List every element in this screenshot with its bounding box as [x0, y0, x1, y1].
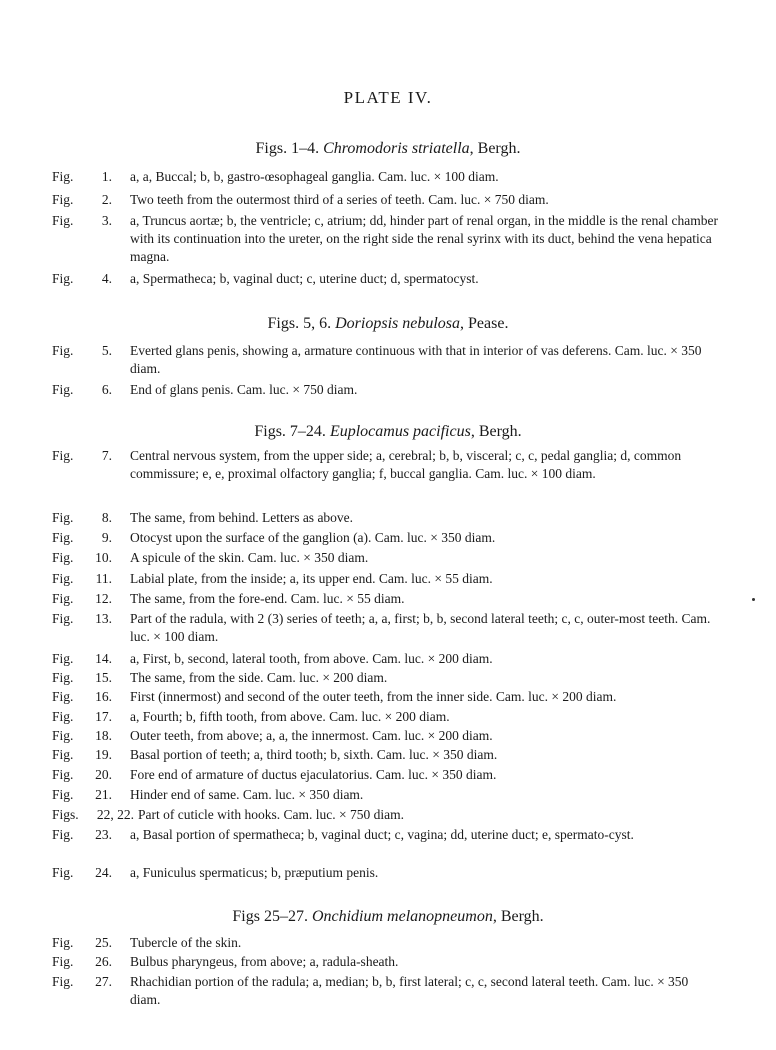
species-author: , Bergh. [470, 423, 522, 440]
fig-number: 21. [95, 787, 112, 802]
figure-entry [52, 864, 722, 882]
figure-entry [52, 727, 722, 745]
figure-entry [52, 549, 722, 567]
fig-label: Fig. [52, 670, 74, 685]
figure-entry [52, 447, 722, 483]
fig-label: Fig. [52, 591, 74, 606]
figure-entry [52, 650, 722, 668]
fig-caption: Fore end of armature of ductus ejaculatorius. Cam. luc. × 350 diam. [130, 767, 497, 782]
fig-number: 1. [101, 169, 112, 184]
fig-label: Fig. [52, 747, 74, 762]
figure-entry [52, 509, 722, 527]
fig-caption: a, Fourth; b, fifth tooth, from above. Cam. luc. × 200 diam. [130, 709, 450, 724]
fig-caption: Everted glans penis, showing a, armature continuous with that in interior of vas deferens. Cam. luc. × 350 diam. [130, 343, 702, 376]
figure-entry [52, 708, 722, 726]
fig-number: 4. [101, 271, 112, 286]
section-label: Figs 25–27. [232, 908, 308, 925]
figure-entry [52, 270, 722, 288]
section-label: Figs. 7–24. [254, 423, 326, 440]
fig-label: Fig. [52, 651, 74, 666]
figure-entry [52, 529, 722, 547]
fig-caption: a, a, Buccal; b, b, gastro-œsophageal ganglia. Cam. luc. × 100 diam. [130, 169, 499, 184]
fig-number: 6. [101, 382, 112, 397]
fig-caption: A spicule of the skin. Cam. luc. × 350 diam. [130, 550, 369, 565]
fig-number: 13. [95, 611, 112, 626]
fig-number: 18. [95, 728, 112, 743]
fig-number: 9. [101, 530, 112, 545]
figure-entry [52, 669, 722, 687]
species-author: , Bergh. [492, 908, 544, 925]
figure-entry [52, 766, 722, 784]
figure-entry [52, 212, 722, 266]
species-name: Doriopsis nebulosa [335, 315, 461, 332]
fig-caption: Part of cuticle with hooks. Cam. luc. × 750 diam. [138, 807, 404, 822]
fig-number: 3. [101, 213, 112, 228]
figure-entry [52, 746, 722, 764]
fig-label: Fig. [52, 343, 74, 358]
fig-label: Fig. [52, 611, 74, 626]
fig-number: 27. [95, 974, 112, 989]
fig-number: 22, 22. [96, 807, 134, 822]
species-name: Onchidium melanopneumon [311, 908, 493, 925]
fig-number: 5. [101, 343, 112, 358]
fig-caption: Two teeth from the outermost third of a series of teeth. Cam. luc. × 750 diam. [130, 192, 549, 207]
fig-caption: Labial plate, from the inside; a, its upper end. Cam. luc. × 55 diam. [130, 571, 493, 586]
fig-number: 20. [95, 767, 112, 782]
fig-caption: Hinder end of same. Cam. luc. × 350 diam. [130, 787, 364, 802]
fig-label: Figs. [52, 807, 79, 822]
fig-number: 11. [95, 571, 112, 586]
fig-label: Fig. [52, 448, 74, 463]
section-label: Figs. 1–4. [255, 140, 320, 157]
fig-label: Fig. [52, 530, 74, 545]
fig-label: Fig. [52, 550, 74, 565]
figure-entry [52, 826, 722, 844]
fig-caption: a, Funiculus spermaticus; b, præputium penis. [130, 865, 379, 880]
section-label: Figs. 5, 6. [267, 315, 332, 332]
fig-caption: Basal portion of teeth; a, third tooth; b, sixth. Cam. luc. × 350 diam. [130, 747, 498, 762]
fig-label: Fig. [52, 954, 74, 969]
fig-number: 16. [95, 689, 112, 704]
fig-label: Fig. [52, 192, 74, 207]
fig-caption: a, First, b, second, lateral tooth, from above. Cam. luc. × 200 diam. [130, 651, 493, 666]
fig-caption: The same, from the side. Cam. luc. × 200 diam. [130, 670, 388, 685]
species-author: , Bergh. [469, 140, 521, 157]
fig-caption: End of glans penis. Cam. luc. × 750 diam. [130, 382, 358, 397]
section-heading [0, 315, 776, 333]
figure-entry [52, 953, 722, 971]
fig-label: Fig. [52, 767, 74, 782]
fig-caption: First (innermost) and second of the outer teeth, from the inner side. Cam. luc. × 200 diam. [130, 689, 617, 704]
fig-number: 15. [95, 670, 112, 685]
page-title: PLATE IV. [343, 88, 433, 107]
fig-number: 19. [95, 747, 112, 762]
fig-label: Fig. [52, 865, 74, 880]
fig-number: 12. [95, 591, 112, 606]
fig-caption: Central nervous system, from the upper side; a, cerebral; b, b, visceral; c, c, pedal ganglia; d, common commissure; e, e, proximal olfactory ganglia; f, buccal ganglia. Cam. luc. × 100 diam. [130, 448, 682, 481]
figure-entry [52, 934, 722, 952]
fig-caption: Tubercle of the skin. [130, 935, 242, 950]
species-name: Chromodoris striatella [323, 140, 470, 157]
fig-caption: Part of the radula, with 2 (3) series of teeth; a, a, first; b, b, second lateral teeth; c, c, outer-most teeth. Cam. luc. × 100 diam. [130, 611, 711, 644]
fig-label: Fig. [52, 271, 74, 286]
fig-label: Fig. [52, 169, 74, 184]
fig-label: Fig. [52, 709, 74, 724]
figure-entry [52, 786, 722, 804]
fig-number: 10. [95, 550, 112, 565]
fig-caption: The same, from behind. Letters as above. [130, 510, 354, 525]
fig-number: 25. [95, 935, 112, 950]
figure-entry [52, 973, 722, 1009]
fig-number: 17. [95, 709, 112, 724]
figure-entry [52, 342, 722, 378]
fig-label: Fig. [52, 787, 74, 802]
fig-label: Fig. [52, 728, 74, 743]
fig-number: 8. [101, 510, 112, 525]
fig-number: 23. [95, 827, 112, 842]
fig-caption: Outer teeth, from above; a, a, the innermost. Cam. luc. × 200 diam. [130, 728, 493, 743]
section-heading [0, 908, 776, 926]
figure-entry [52, 610, 722, 646]
fig-caption: Rhachidian portion of the radula; a, median; b, b, first lateral; c, c, second lateral teeth. Cam. luc. × 350 diam. [130, 974, 689, 1007]
fig-caption: a, Basal portion of spermatheca; b, vaginal duct; c, vagina; dd, uterine duct; e, spermato-cyst. [130, 827, 634, 842]
figure-entry [52, 688, 722, 706]
fig-caption: The same, from the fore-end. Cam. luc. × 55 diam. [130, 591, 405, 606]
fig-label: Fig. [52, 974, 74, 989]
figure-entry [52, 806, 722, 824]
fig-number: 24. [95, 865, 112, 880]
species-name: Euplocamus pacificus [329, 423, 471, 440]
fig-label: Fig. [52, 935, 74, 950]
fig-label: Fig. [52, 382, 74, 397]
section-heading [0, 423, 776, 441]
fig-caption: a, Spermatheca; b, vaginal duct; c, uterine duct; d, spermatocyst. [130, 271, 479, 286]
fig-caption: Otocyst upon the surface of the ganglion (a). Cam. luc. × 350 diam. [130, 530, 496, 545]
fig-caption: Bulbus pharyngeus, from above; a, radula-sheath. [130, 954, 399, 969]
fig-label: Fig. [52, 213, 74, 228]
section-heading [0, 140, 776, 158]
fig-caption: a, Truncus aortæ; b, the ventricle; c, atrium; dd, hinder part of renal organ, in the middle is the renal chamber with its continuation into the ureter, on the right side the renal syrinx with its duct, behind the vena hepatica magna. [130, 213, 718, 264]
figure-entry [52, 168, 722, 186]
fig-label: Fig. [52, 571, 74, 586]
fig-label: Fig. [52, 510, 74, 525]
fig-number: 2. [101, 192, 112, 207]
fig-number: 26. [95, 954, 112, 969]
stray-mark [752, 598, 755, 601]
fig-label: Fig. [52, 827, 74, 842]
figure-entry [52, 570, 722, 588]
fig-number: 14. [95, 651, 112, 666]
fig-number: 7. [101, 448, 112, 463]
figure-entry [52, 381, 722, 399]
figure-entry [52, 590, 722, 608]
fig-label: Fig. [52, 689, 74, 704]
figure-entry [52, 191, 722, 209]
species-author: , Pease. [460, 315, 509, 332]
